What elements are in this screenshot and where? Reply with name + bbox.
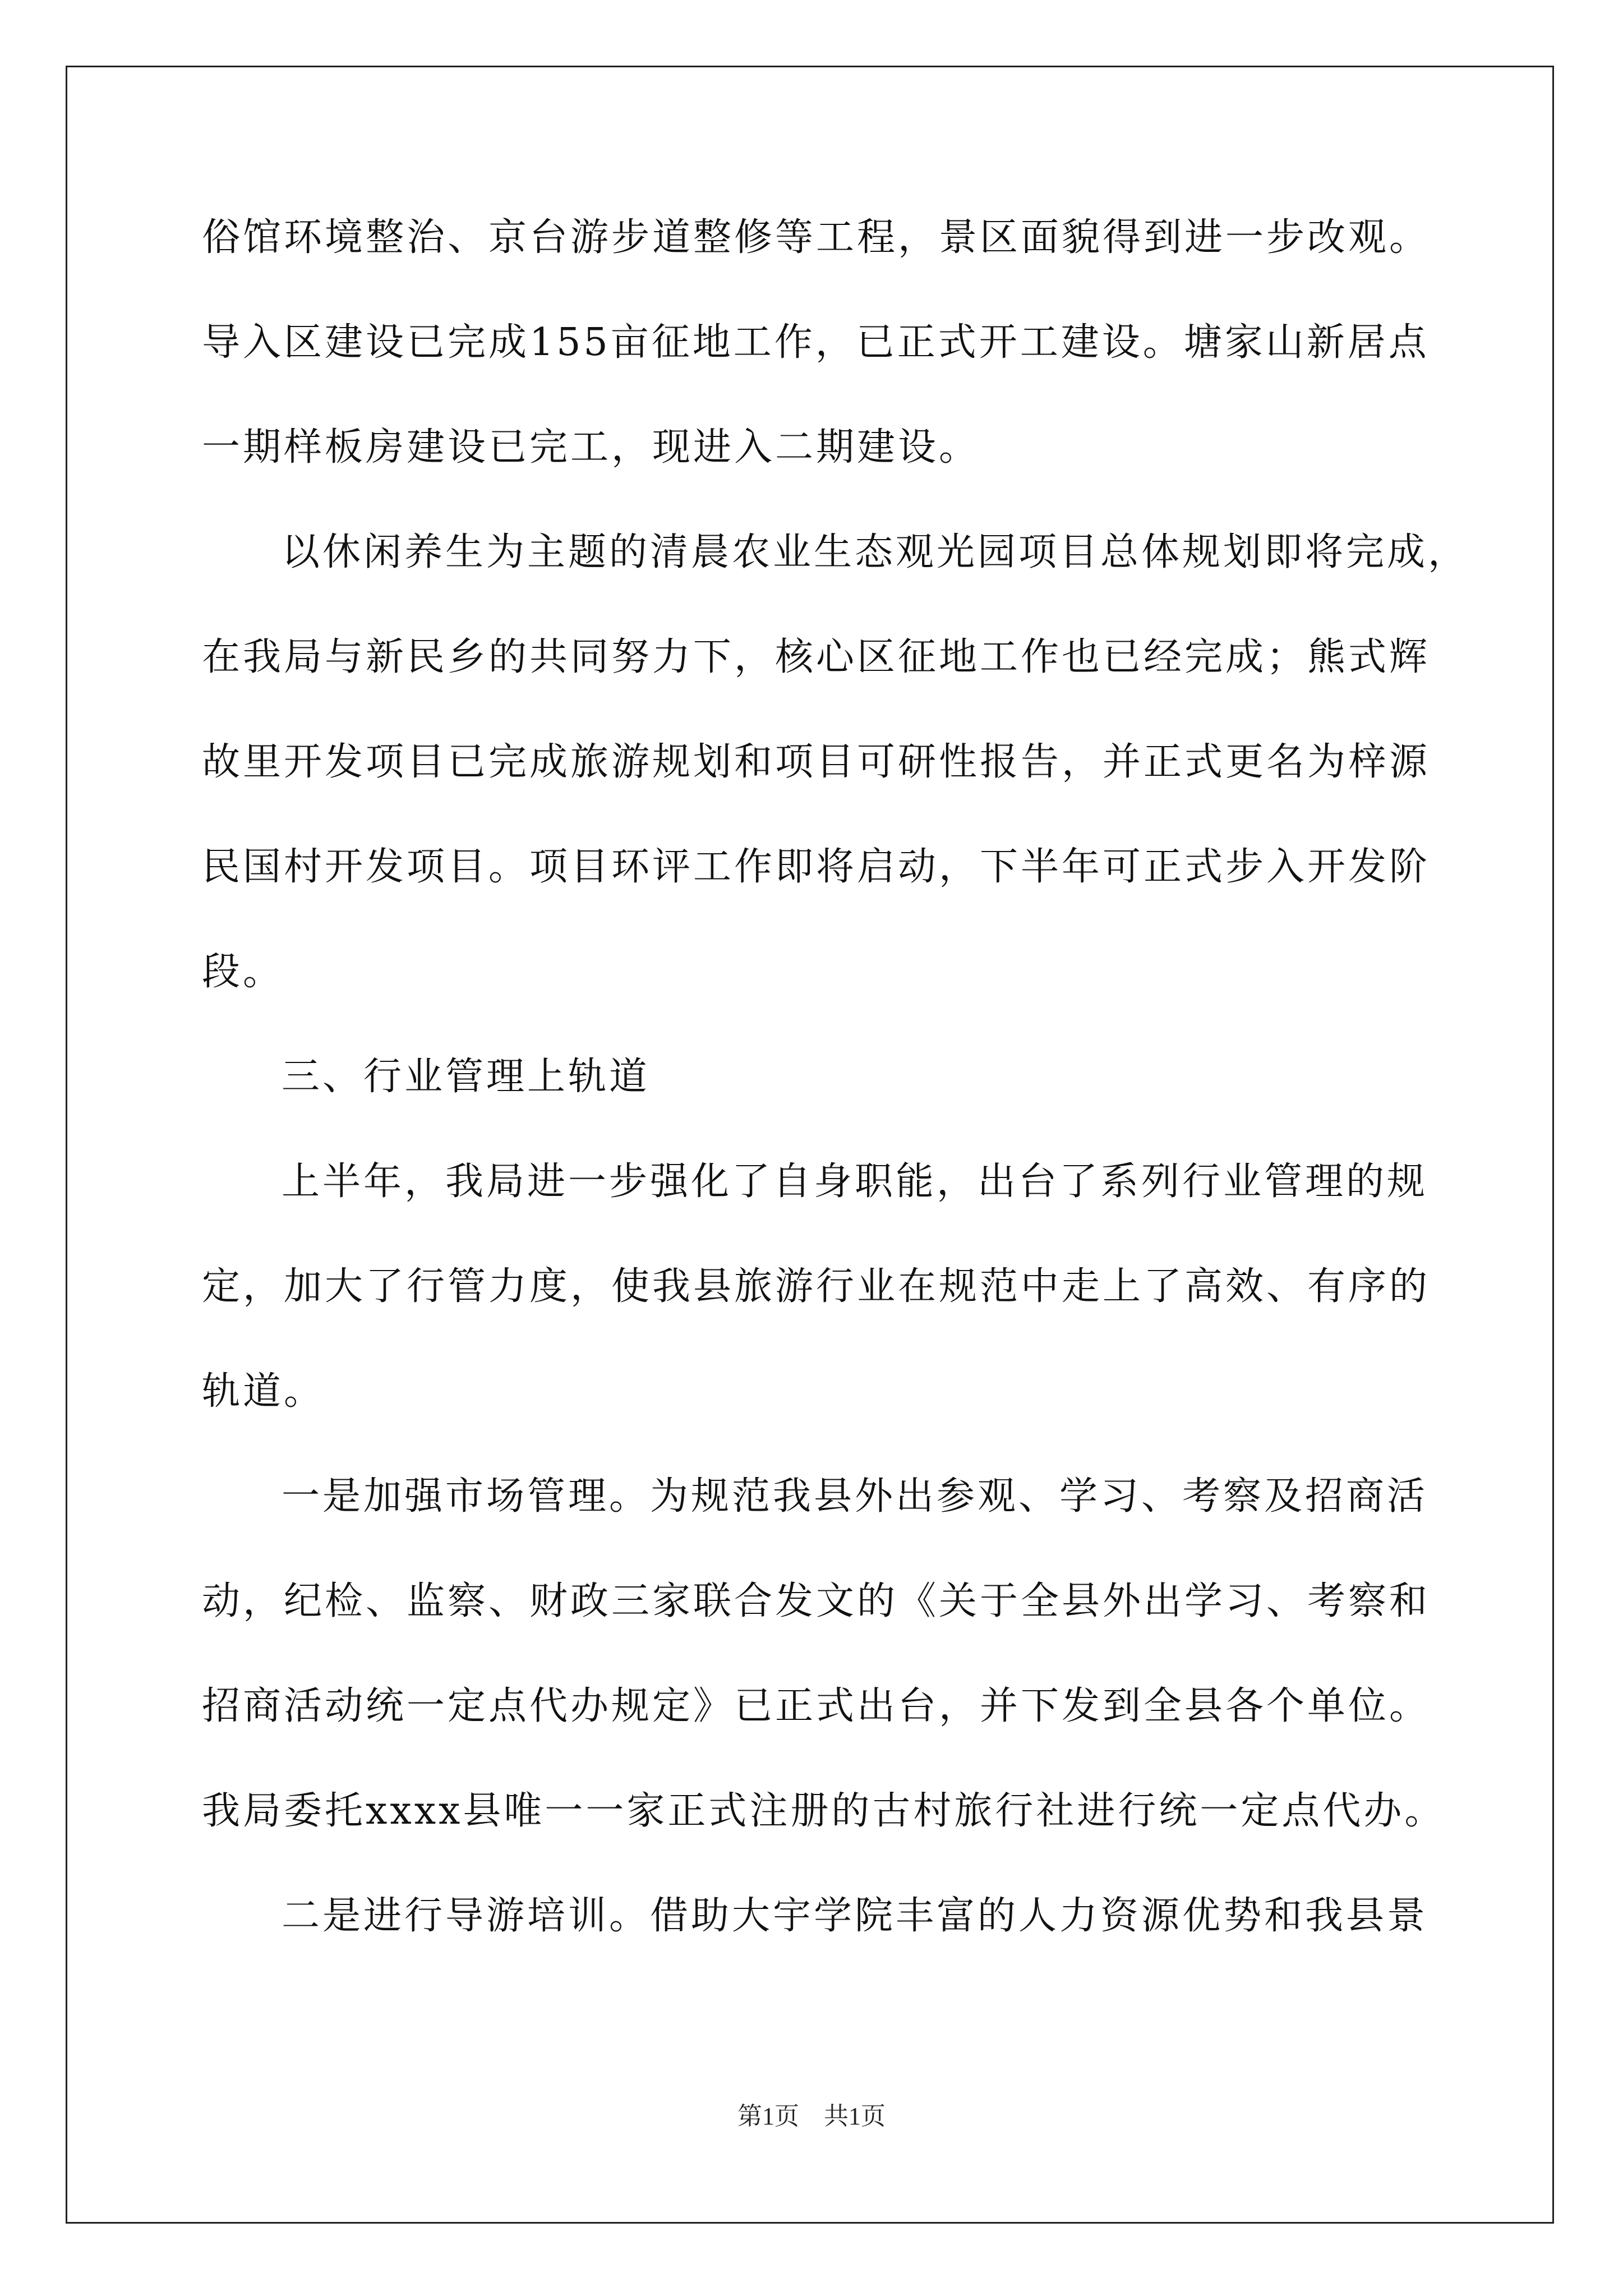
page-footer [0, 2096, 1623, 2132]
text-line: 在我局与新民乡的共同努力下，核心区征地工作也已经完成；熊式辉 [202, 635, 1431, 679]
text-line: 导入区建设已完成155亩征地工作，已正式开工建设。塘家山新居点 [202, 320, 1430, 365]
text-line: 民国村开发项目。项目环评工作即将启动，下半年可正式步入开发阶 [202, 845, 1431, 889]
text-line: 定，加大了行管力度，使我县旅游行业在规范中走上了高效、有序的 [202, 1264, 1431, 1309]
text-line: 段。 [202, 950, 284, 994]
text-line: 俗馆环境整治、京台游步道整修等工程，景区面貌得到进一步改观。 [202, 215, 1431, 260]
text-line: 一期样板房建设已完工，现进入二期建设。 [202, 425, 980, 470]
text-line: 二是进行导游培训。借助大宇学院丰富的人力资源优势和我县景 [282, 1894, 1428, 1938]
text-line: 故里开发项目已完成旅游规划和项目可研性报告，并正式更名为梓源 [202, 740, 1431, 784]
text-line: 我局委托xxxx县唯一一家正式注册的古村旅行社进行统一定点代办。 [202, 1789, 1446, 1833]
text-line: 动，纪检、监察、财政三家联合发文的《关于全县外出学习、考察和 [202, 1579, 1431, 1623]
text-line: 招商活动统一定点代办规定》已正式出台，并下发到全县各个单位。 [202, 1684, 1431, 1728]
text-line: 一是加强市场管理。为规范我县外出参观、学习、考察及招商活 [282, 1474, 1428, 1519]
text-line: 上半年，我局进一步强化了自身职能，出台了系列行业管理的规 [282, 1159, 1428, 1204]
document-body [202, 185, 1469, 1968]
page-number: 第1页 共1页 [737, 2102, 886, 2130]
text-line: 以休闲养生为主题的清晨农业生态观光园项目总体规划即将完成， [282, 530, 1469, 574]
section-heading: 三、行业管理上轨道 [282, 1055, 651, 1099]
text-line: 轨道。 [202, 1369, 325, 1414]
